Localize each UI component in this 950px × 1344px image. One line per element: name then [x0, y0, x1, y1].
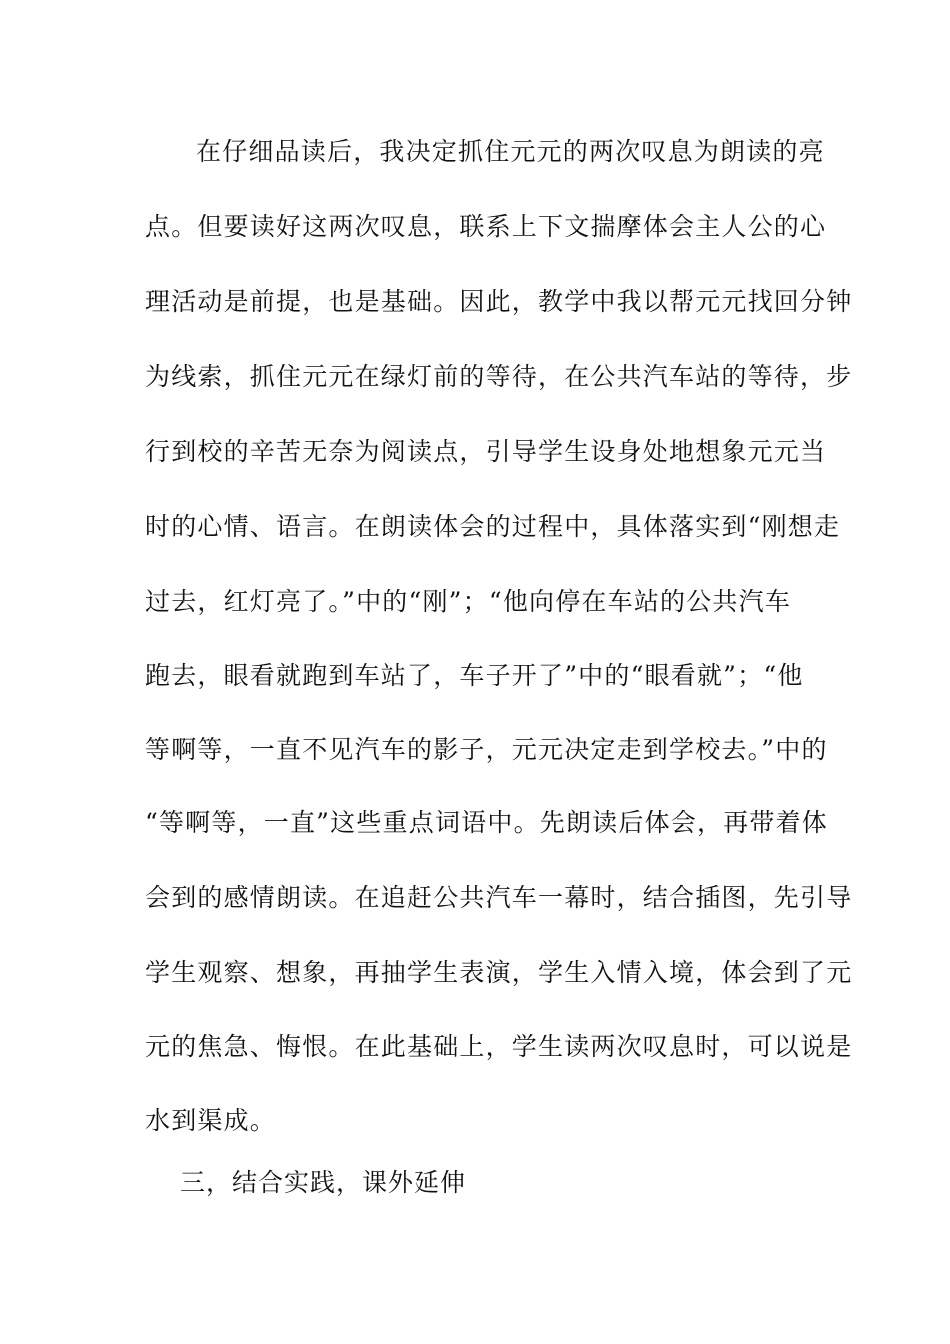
paragraph-line-3: 理活动是前提，也是基础。因此，教学中我以帮元元找回分钟: [145, 287, 853, 316]
paragraph-line-4: 为线索，抓住元元在绿灯前的等待，在公共汽车站的等待，步: [145, 362, 853, 391]
paragraph-line-14: 水到渠成。: [145, 1106, 277, 1135]
paragraph-line-7: 过去，红灯亮了。”中的“刚”；“他向停在车站的公共汽车: [145, 587, 792, 616]
section-heading: 三，结合实践，课外延伸: [180, 1168, 467, 1197]
paragraph-line-9: 等啊等，一直不见汽车的影子，元元决定走到学校去。”中的: [145, 735, 828, 764]
paragraph-line-1: 在仔细品读后，我决定抓住元元的两次叹息为朗读的亮: [196, 137, 825, 166]
paragraph-line-10: “等啊等，一直”这些重点词语中。先朗读后体会，再带着体: [145, 808, 828, 837]
paragraph-line-13: 元的焦急、悔恨。在此基础上，学生读两次叹息时，可以说是: [145, 1032, 853, 1061]
paragraph-line-11: 会到的感情朗读。在追赶公共汽车一幕时，结合插图，先引导: [145, 883, 853, 912]
paragraph-line-5: 行到校的辛苦无奈为阅读点，引导学生设身处地想象元元当: [145, 437, 827, 466]
paragraph-line-6: 时的心情、语言。在朗读体会的过程中，具体落实到“刚想走: [145, 512, 841, 541]
paragraph-line-12: 学生观察、想象，再抽学生表演，学生入情入境，体会到了元: [145, 958, 853, 987]
paragraph-line-2: 点。但要读好这两次叹息，联系上下文揣摩体会主人公的心: [145, 212, 827, 241]
paragraph-line-8: 跑去，眼看就跑到车站了，车子开了”中的“眼看就”；“他: [145, 661, 804, 690]
